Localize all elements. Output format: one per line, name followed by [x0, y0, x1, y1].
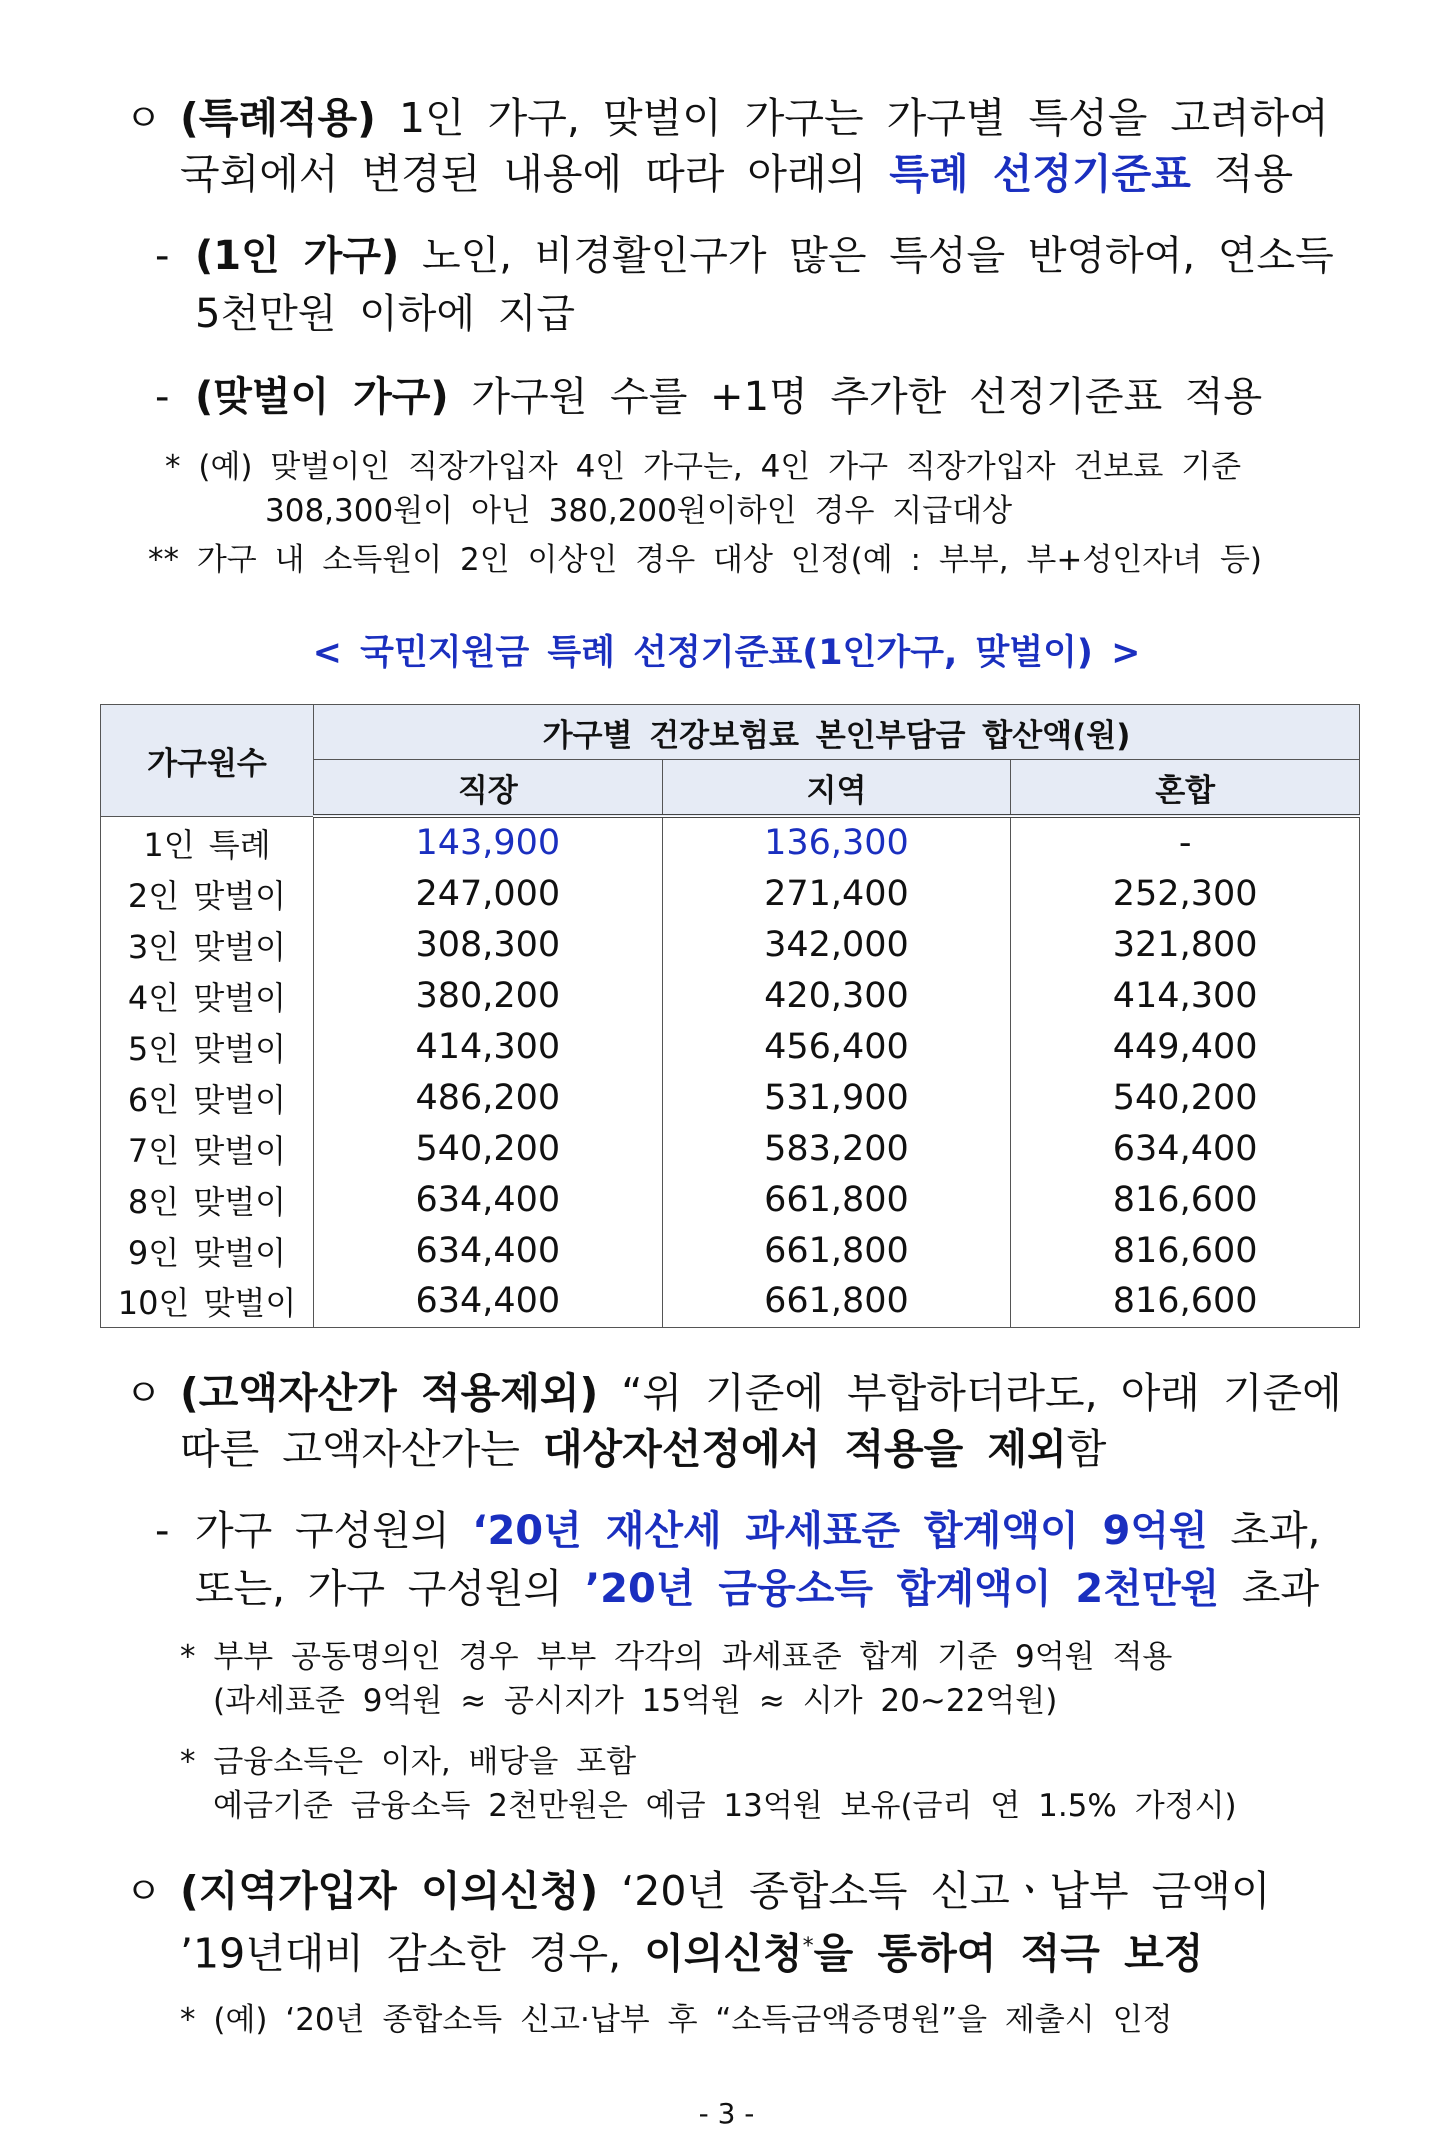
- section-high-asset-exclusion: [125, 1365, 1365, 1477]
- section-text: 1인 가구, 맞벌이 가구는 가구별 특성을 고려하여: [398, 94, 1329, 142]
- table-cell: 531,900: [662, 1072, 1011, 1123]
- sub-item-text: 또는, 가구 구성원의: [195, 1566, 563, 1612]
- table-cell: 486,200: [314, 1072, 663, 1123]
- footnote-marker: *: [802, 1934, 814, 1959]
- table-header: 직장: [314, 760, 663, 817]
- table-cell: 420,300: [662, 971, 1011, 1022]
- footnote: * (예) ‘20년 종합소득 신고·납부 후 “소득금액증명원”을 제출시 인정: [180, 2002, 1173, 2038]
- circle-bullet-icon: ㅇ: [125, 1869, 162, 1913]
- table-cell: 1인 특례: [101, 816, 314, 869]
- highlight-text: 특례 선정기준표: [889, 150, 1191, 198]
- table-row: [101, 971, 1360, 1022]
- sub-item-text: 가구원 수를 +1명 추가한 선정기준표 적용: [471, 374, 1263, 420]
- table-cell: 136,300: [662, 816, 1011, 869]
- table-cell: 7인 맞벌이: [101, 1123, 314, 1174]
- section-text: ’19년대비 감소한 경우,: [180, 1929, 622, 1978]
- table-cell: 247,000: [314, 869, 663, 920]
- section-local-subscriber-appeal: [125, 1863, 1365, 1982]
- table-cell: 816,600: [1011, 1174, 1360, 1225]
- sub-item-title: (맞벌이 가구): [195, 374, 449, 420]
- table-cell: 4인 맞벌이: [101, 971, 314, 1022]
- table-cell: 634,400: [314, 1225, 663, 1276]
- table-row: [101, 1123, 1360, 1174]
- table-header: 가구별 건강보험료 본인부담금 합산액(원): [314, 705, 1360, 760]
- table-cell: 271,400: [662, 869, 1011, 920]
- table-cell: 3인 맞벌이: [101, 920, 314, 971]
- table-cell: 8인 맞벌이: [101, 1174, 314, 1225]
- table-cell: 252,300: [1011, 869, 1360, 920]
- sub-item-text: 초과: [1241, 1566, 1320, 1612]
- section-text: 함: [1066, 1425, 1107, 1473]
- table-cell: 10인 맞벌이: [101, 1276, 314, 1327]
- table-cell: 634,400: [1011, 1123, 1360, 1174]
- table-cell: 583,200: [662, 1123, 1011, 1174]
- table-cell: 380,200: [314, 971, 663, 1022]
- page-number: - 3 -: [698, 2097, 755, 2130]
- table-row: [101, 1022, 1360, 1073]
- section-text: 따른 고액자산가는: [180, 1425, 520, 1473]
- table-cell: 2인 맞벌이: [101, 869, 314, 920]
- table-header: 지역: [662, 760, 1011, 817]
- table-cell: 456,400: [662, 1022, 1011, 1073]
- bold-text: 대상자선정에서 적용을 제외: [542, 1425, 1067, 1473]
- highlight-text: ‘20년 재산세 과세표준 합계액이 9억원: [472, 1508, 1208, 1554]
- table-cell: 414,300: [1011, 971, 1360, 1022]
- table-row: [101, 1174, 1360, 1225]
- section-text: 적용: [1213, 150, 1294, 198]
- sub-item-title: (1인 가구): [195, 233, 400, 279]
- criteria-table: [100, 704, 1360, 1328]
- table-cell: 661,800: [662, 1225, 1011, 1276]
- sub-item-text: 노인, 비경활인구가 많은 특성을 반영하여, 연소득: [421, 233, 1334, 279]
- footnote: * (예) 맞벌이인 직장가입자 4인 가구는, 4인 가구 직장가입자 건보료 기준 308,300원이 아닌 380,200원이하인 경우 지급대상: [165, 449, 1242, 529]
- table-header: 가구원수: [101, 705, 314, 817]
- highlight-text: ’20년 금융소득 합계액이 2천만원: [584, 1566, 1220, 1612]
- table-row: [101, 1276, 1360, 1327]
- table-row: [101, 920, 1360, 971]
- footnote: ** 가구 내 소득원이 2인 이상인 경우 대상 인정(예 : 부부, 부+성인자녀 등): [148, 542, 1263, 578]
- circle-bullet-icon: ㅇ: [125, 96, 162, 140]
- table-cell: -: [1011, 816, 1360, 869]
- sub-item-single-household: - (1인 가구) 노인, 비경활인구가 많은 특성을 반영하여, 연소득 5천만원 이하에 지급: [155, 233, 1334, 337]
- section-text: “위 기준에 부합하더라도, 아래 기준에: [621, 1369, 1342, 1417]
- table-cell: 540,200: [314, 1123, 663, 1174]
- table-row: [101, 816, 1360, 869]
- table-cell: 816,600: [1011, 1225, 1360, 1276]
- table-cell: 661,800: [662, 1174, 1011, 1225]
- table-row: [101, 869, 1360, 920]
- bold-text: 이의신청: [644, 1929, 803, 1978]
- table-cell: 449,400: [1011, 1022, 1360, 1073]
- footnote: * 금융소득은 이자, 배당을 포함 예금기준 금융소득 2천만원은 예금 13억원 보유(금리 연 1.5% 가정시): [180, 1744, 1237, 1824]
- table-cell: 6인 맞벌이: [101, 1072, 314, 1123]
- section-title: (특례적용): [180, 94, 376, 142]
- table-cell: 816,600: [1011, 1276, 1360, 1327]
- sub-item-dual-income: - (맞벌이 가구) 가구원 수를 +1명 추가한 선정기준표 적용: [155, 374, 1263, 420]
- table-cell: 308,300: [314, 920, 663, 971]
- sub-item-text: 초과,: [1230, 1508, 1321, 1554]
- table-title: < 국민지원금 특례 선정기준표(1인가구, 맞벌이) >: [312, 633, 1141, 673]
- table-row: [101, 1225, 1360, 1276]
- table-header: 혼합: [1011, 760, 1360, 817]
- table-cell: 321,800: [1011, 920, 1360, 971]
- sub-item-text: 5천만원 이하에 지급: [195, 291, 575, 337]
- bold-text: 을 통하여 적극 보정: [813, 1929, 1204, 1978]
- table-cell: 342,000: [662, 920, 1011, 971]
- table-cell: 661,800: [662, 1276, 1011, 1327]
- section-special-application: [125, 90, 1365, 202]
- circle-bullet-icon: ㅇ: [125, 1371, 162, 1415]
- section-text: 국회에서 변경된 내용에 따라 아래의: [180, 150, 867, 198]
- footnote: * 부부 공동명의인 경우 부부 각각의 과세표준 합계 기준 9억원 적용 (과세표준 9억원 ≈ 공시지가 15억원 ≈ 시가 20~22억원): [180, 1639, 1173, 1719]
- sub-item-asset-criteria: - 가구 구성원의 ‘20년 재산세 과세표준 합계액이 9억원 초과, 또는, 가구 구성원의 ’20년 금융소득 합계액이 2천만원 초과: [155, 1508, 1321, 1612]
- section-text: ‘20년 종합소득 신고ㆍ납부 금액이: [621, 1867, 1271, 1915]
- table-cell: 634,400: [314, 1174, 663, 1225]
- table-cell: 634,400: [314, 1276, 663, 1327]
- table-cell: 540,200: [1011, 1072, 1360, 1123]
- sub-item-text: 가구 구성원의: [195, 1508, 450, 1554]
- table-cell: 5인 맞벌이: [101, 1022, 314, 1073]
- table-cell: 143,900: [314, 816, 663, 869]
- table-cell: 9인 맞벌이: [101, 1225, 314, 1276]
- section-title: (지역가입자 이의신청): [180, 1867, 599, 1915]
- section-title: (고액자산가 적용제외): [180, 1369, 599, 1417]
- table-cell: 414,300: [314, 1022, 663, 1073]
- table-row: [101, 1072, 1360, 1123]
